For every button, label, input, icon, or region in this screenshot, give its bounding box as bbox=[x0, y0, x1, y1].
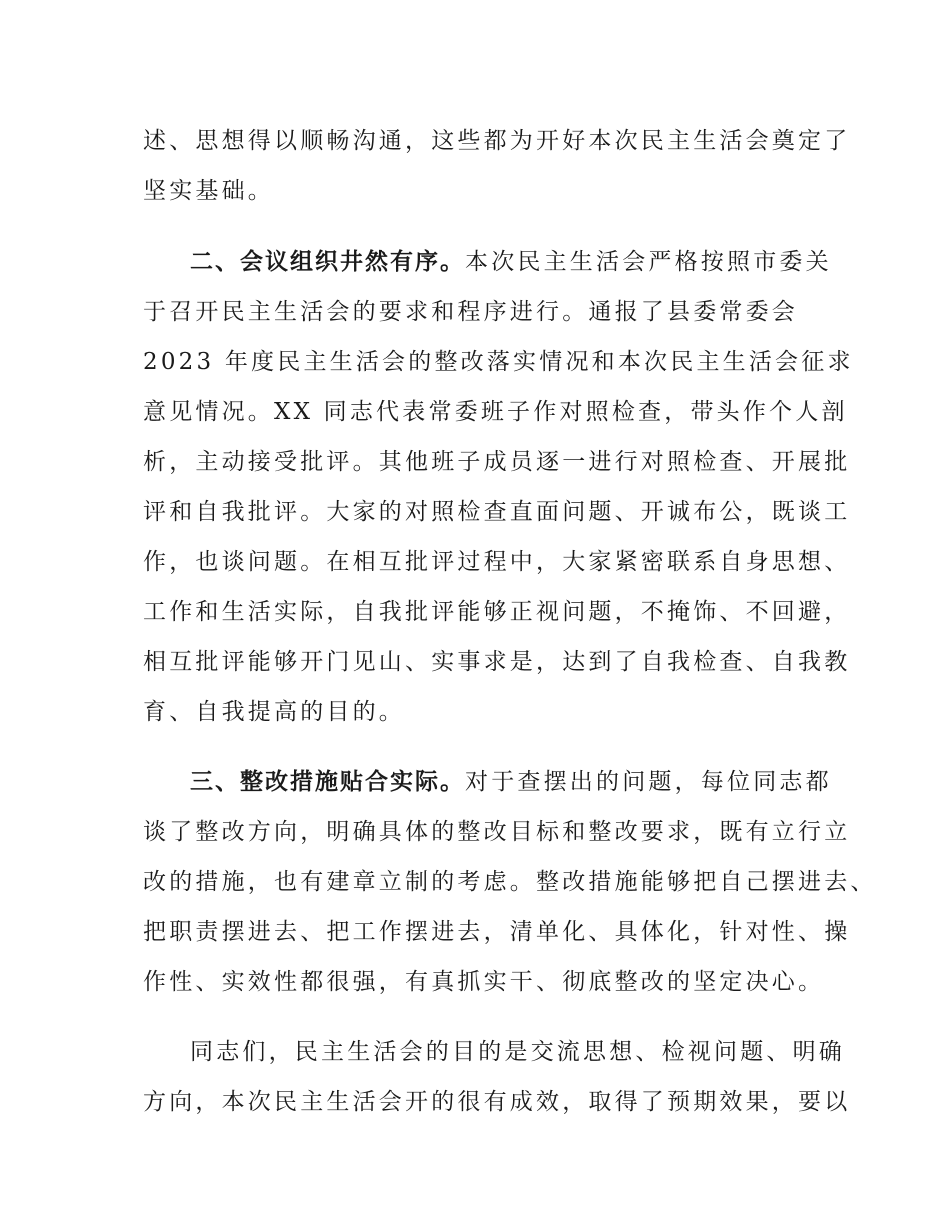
paragraph-line: 谈了整改方向，明确具体的整改目标和整改要求，既有立行立 bbox=[143, 819, 851, 845]
paragraph-line: 把职责摆进去、把工作摆进去，清单化、具体化，针对性、操 bbox=[143, 919, 851, 945]
section-2-lead: 本次民主生活会严格按照市委关 bbox=[465, 249, 832, 275]
paragraph-line: 作，也谈问题。在相互批评过程中，大家紧密联系自身思想、 bbox=[143, 549, 851, 575]
section-3-first-line bbox=[190, 767, 890, 797]
paragraph-line: 相互批评能够开门见山、实事求是，达到了自我检查、自我教 bbox=[143, 649, 851, 675]
section-3-lead: 对于查摆出的问题，每位同志都 bbox=[465, 769, 832, 795]
closing-line: 同志们，民主生活会的目的是交流思想、检视问题、明确 bbox=[190, 1039, 845, 1065]
section-2-first-line bbox=[190, 247, 890, 277]
section-3-heading: 三、整改措施贴合实际。 bbox=[190, 769, 465, 795]
paragraph-line: 评和自我批评。大家的对照检查直面问题、开诚布公，既谈工 bbox=[143, 499, 851, 525]
paragraph-line: 2023 年度民主生活会的整改落实情况和本次民主生活会征求 bbox=[143, 349, 854, 375]
paragraph-line: 工作和生活实际，自我批评能够正视问题，不掩饰、不回避， bbox=[143, 599, 851, 625]
closing-line: 方向，本次民主生活会开的很有成效，取得了预期效果，要以 bbox=[143, 1089, 851, 1115]
paragraph-line: 于召开民主生活会的要求和程序进行。通报了县委常委会 bbox=[143, 299, 798, 325]
paragraph-line: 析，主动接受批评。其他班子成员逐一进行对照检查、开展批 bbox=[143, 449, 851, 475]
paragraph-line: 改的措施，也有建章立制的考虑。整改措施能够把自己摆进去、 bbox=[143, 869, 877, 895]
paragraph-line: 作性、实效性都很强，有真抓实干、彻底整改的坚定决心。 bbox=[143, 969, 825, 995]
paragraph-line: 坚实基础。 bbox=[143, 178, 274, 204]
paragraph-line: 育、自我提高的目的。 bbox=[143, 699, 405, 725]
section-2-heading: 二、会议组织井然有序。 bbox=[190, 249, 465, 275]
paragraph-line: 意见情况。XX 同志代表常委班子作对照检查，带头作个人剖 bbox=[143, 399, 848, 425]
paragraph-line: 述、思想得以顺畅沟通，这些都为开好本次民主生活会奠定了 bbox=[143, 128, 851, 154]
